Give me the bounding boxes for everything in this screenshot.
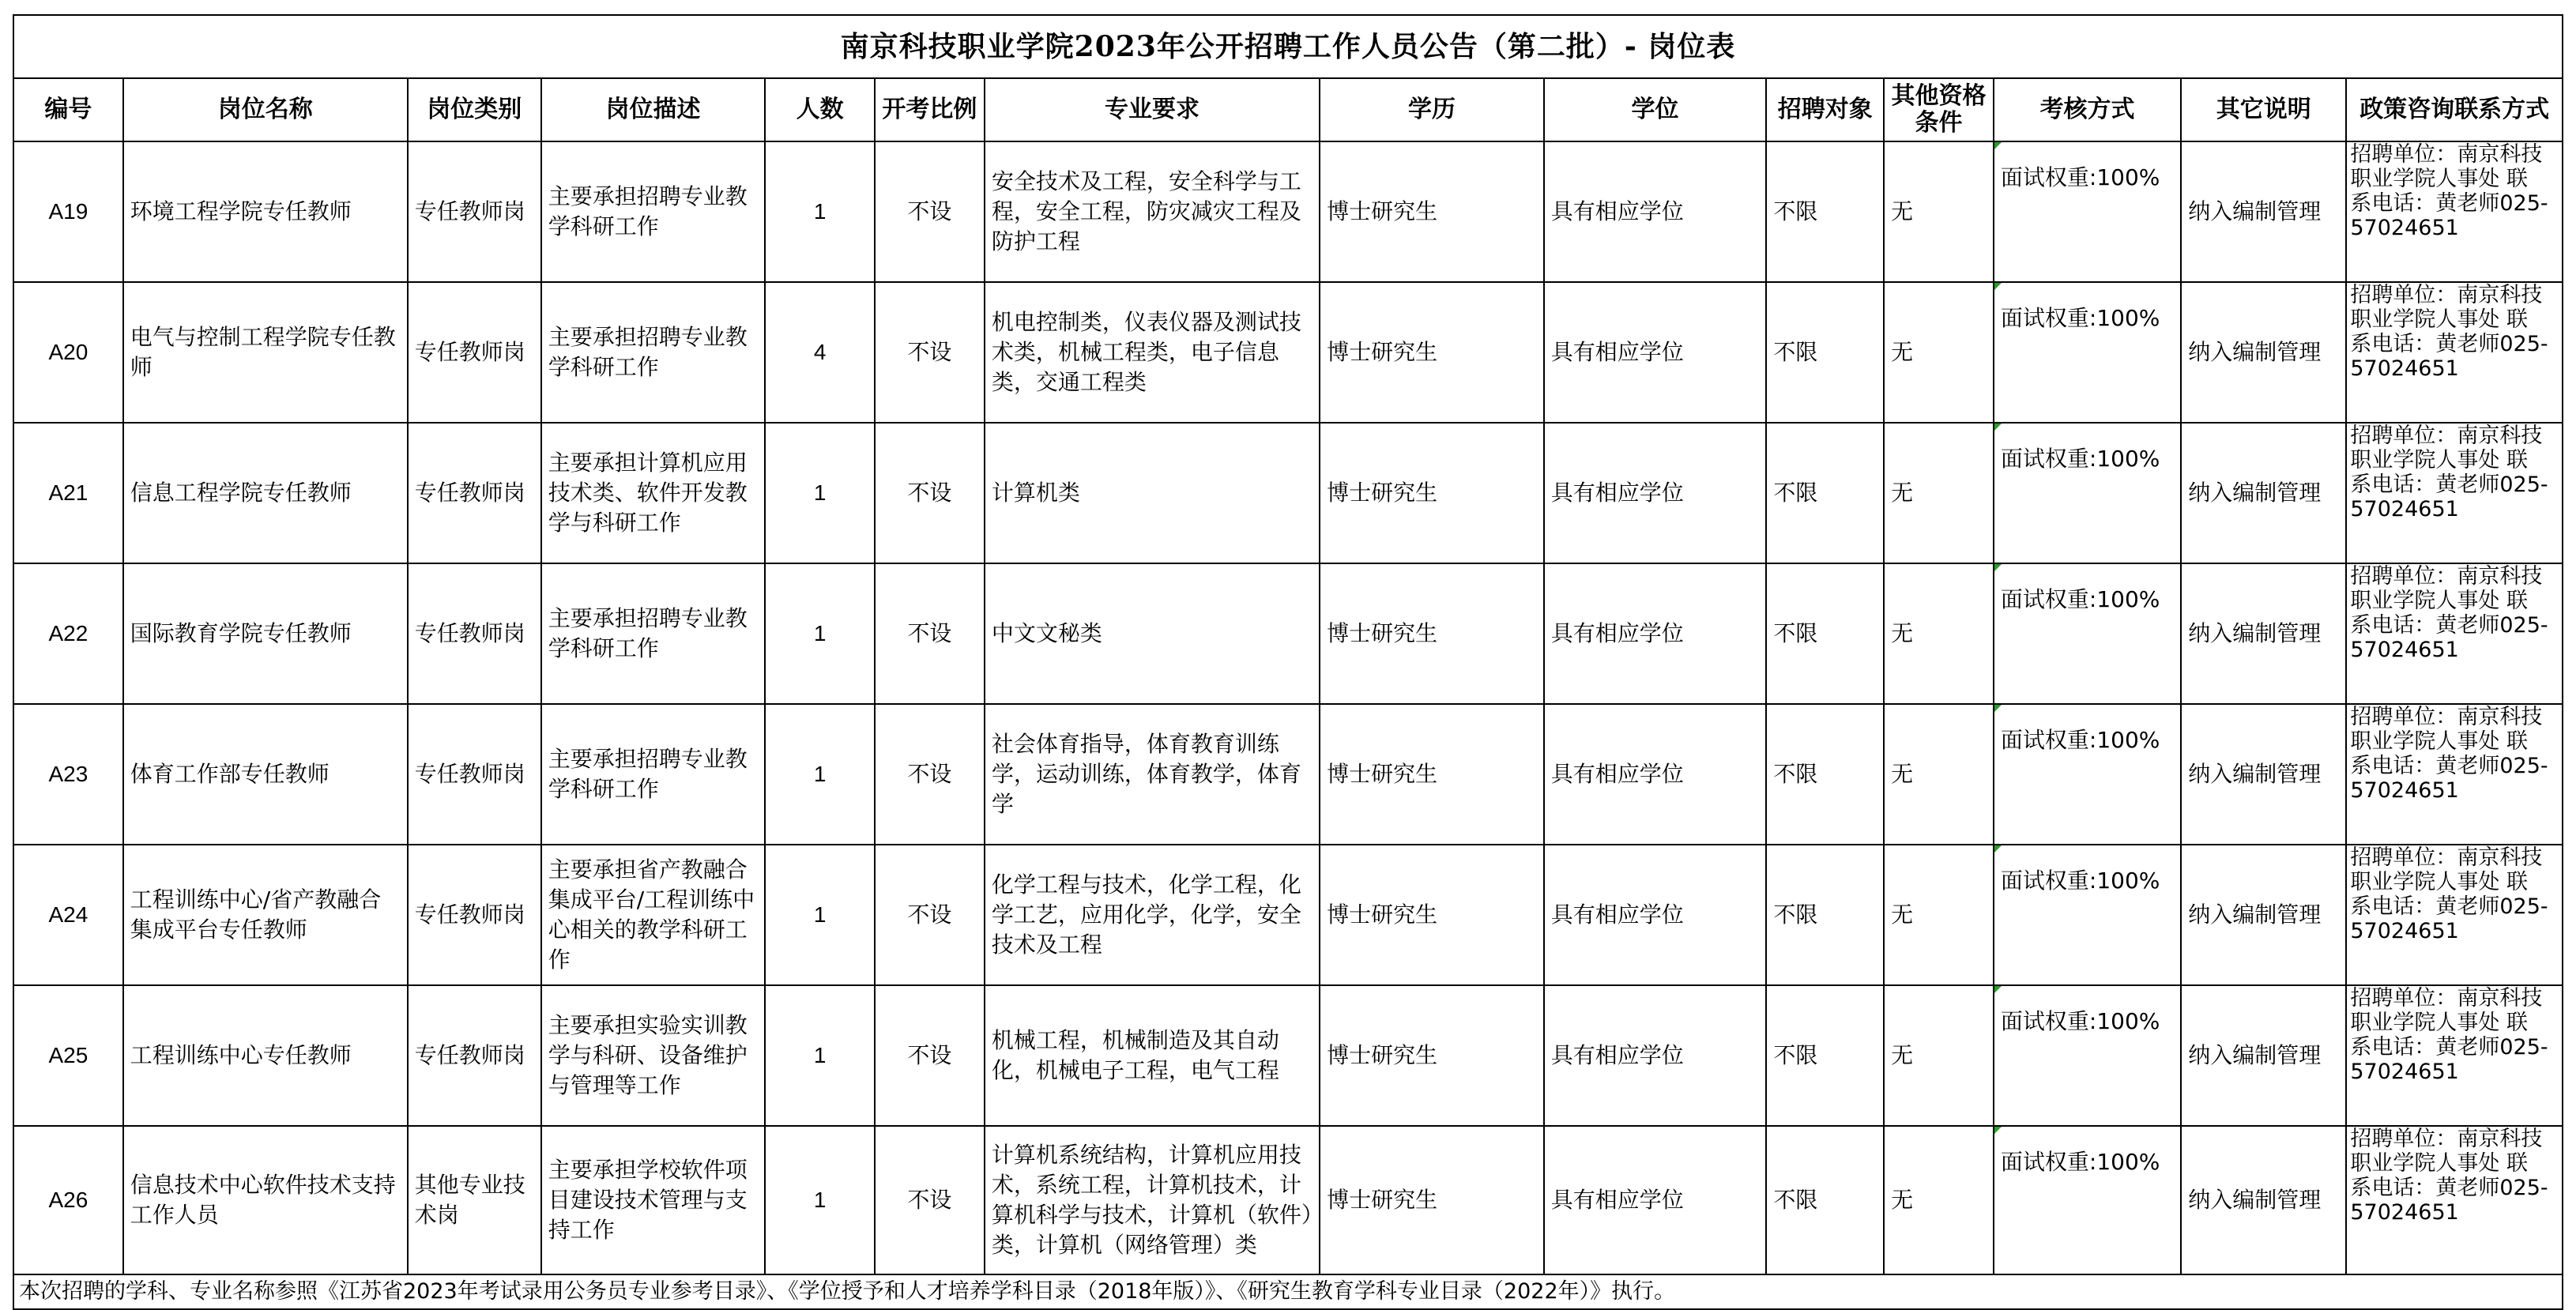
col-header-contact[interactable]: 政策咨询联系方式 <box>2346 78 2563 141</box>
contact-line: 招聘单位：南京科技 <box>2350 564 2543 589</box>
cell-position-name[interactable]: 环境工程学院专任教师 <box>123 141 408 282</box>
cell-degree[interactable]: 具有相应学位 <box>1544 563 1767 704</box>
table-row <box>13 985 2563 1126</box>
contact-line: 招聘单位：南京科技 <box>2350 986 2543 1011</box>
col-header-assessment[interactable]: 考核方式 <box>1994 78 2181 141</box>
col-header-position-name[interactable]: 岗位名称 <box>123 78 408 141</box>
cell-target[interactable]: 不限 <box>1766 985 1884 1126</box>
col-header-education[interactable]: 学历 <box>1320 78 1544 141</box>
cell-id[interactable]: A23 <box>13 704 123 845</box>
table-row <box>13 563 2563 704</box>
contact-line: 系电话：黄老师025- <box>2350 1035 2548 1060</box>
cell-education[interactable]: 博士研究生 <box>1320 704 1544 845</box>
cell-notes[interactable]: 纳入编制管理 <box>2181 423 2346 563</box>
cell-count[interactable]: 1 <box>765 985 875 1126</box>
cell-contact[interactable] <box>2346 1126 2563 1274</box>
cell-assessment[interactable]: 面试权重:100% <box>1994 141 2181 282</box>
cell-position-name[interactable]: 体育工作部专任教师 <box>123 704 408 845</box>
table-row <box>13 845 2563 985</box>
cell-other-conditions[interactable]: 无 <box>1884 1126 1994 1274</box>
cell-other-conditions[interactable]: 无 <box>1884 423 1994 563</box>
table-row <box>13 704 2563 845</box>
cell-count[interactable]: 1 <box>765 845 875 985</box>
cell-assessment[interactable]: 面试权重:100% <box>1994 1126 2181 1274</box>
cell-description[interactable]: 主要承担省产教融合集成平台/工程训练中心相关的教学科研工作 <box>541 845 766 985</box>
col-header-degree[interactable]: 学位 <box>1544 78 1767 141</box>
cell-education[interactable]: 博士研究生 <box>1320 563 1544 704</box>
cell-notes[interactable]: 纳入编制管理 <box>2181 985 2346 1126</box>
contact-line: 系电话：黄老师025- <box>2350 332 2548 356</box>
table-title[interactable]: 南京科技职业学院2023年公开招聘工作人员公告（第二批）- 岗位表 <box>13 15 2563 78</box>
cell-notes[interactable]: 纳入编制管理 <box>2181 1126 2346 1274</box>
cell-other-conditions[interactable]: 无 <box>1884 141 1994 282</box>
cell-count[interactable]: 1 <box>765 141 875 282</box>
table-row <box>13 1126 2563 1274</box>
cell-ratio[interactable]: 不设 <box>875 423 985 563</box>
cell-assessment[interactable]: 面试权重:100% <box>1994 282 2181 423</box>
contact-line: 职业学院人事处 联 <box>2350 1011 2528 1035</box>
contact-line: 职业学院人事处 联 <box>2350 1151 2528 1176</box>
cell-count[interactable]: 1 <box>765 563 875 704</box>
cell-notes[interactable]: 纳入编制管理 <box>2181 563 2346 704</box>
cell-ratio[interactable]: 不设 <box>875 1126 985 1274</box>
cell-assessment[interactable]: 面试权重:100% <box>1994 845 2181 985</box>
cell-ratio[interactable]: 不设 <box>875 563 985 704</box>
cell-description[interactable]: 主要承担招聘专业教学科研工作 <box>541 141 766 282</box>
cell-other-conditions[interactable]: 无 <box>1884 282 1994 423</box>
cell-major[interactable]: 安全技术及工程，安全科学与工程，安全工程，防灾减灾工程及防护工程 <box>985 141 1320 282</box>
contact-line: 系电话：黄老师025- <box>2350 613 2548 638</box>
cell-contact[interactable] <box>2346 563 2563 704</box>
cell-major[interactable]: 计算机类 <box>985 423 1320 563</box>
cell-degree[interactable]: 具有相应学位 <box>1544 282 1767 423</box>
contact-line: 系电话：黄老师025- <box>2350 472 2548 497</box>
cell-contact[interactable] <box>2346 423 2563 563</box>
cell-notes[interactable]: 纳入编制管理 <box>2181 141 2346 282</box>
contact-line: 57024651 <box>2350 638 2459 662</box>
cell-assessment[interactable]: 面试权重:100% <box>1994 563 2181 704</box>
col-header-description[interactable]: 岗位描述 <box>541 78 766 141</box>
contact-line: 职业学院人事处 联 <box>2350 870 2528 894</box>
cell-notes[interactable]: 纳入编制管理 <box>2181 704 2346 845</box>
cell-other-conditions[interactable]: 无 <box>1884 563 1994 704</box>
cell-position-name[interactable]: 信息技术中心软件技术支持工作人员 <box>123 1126 408 1274</box>
contact-line: 57024651 <box>2350 1060 2459 1084</box>
cell-other-conditions[interactable]: 无 <box>1884 704 1994 845</box>
cell-category[interactable]: 专任教师岗 <box>408 141 541 282</box>
cell-education[interactable]: 博士研究生 <box>1320 845 1544 985</box>
cell-position-name[interactable]: 工程训练中心专任教师 <box>123 985 408 1126</box>
cell-category[interactable]: 专任教师岗 <box>408 563 541 704</box>
cell-target[interactable]: 不限 <box>1766 423 1884 563</box>
contact-line: 职业学院人事处 联 <box>2350 729 2528 754</box>
spreadsheet-sheet <box>13 14 2563 1310</box>
cell-target[interactable]: 不限 <box>1766 845 1884 985</box>
cell-category[interactable]: 专任教师岗 <box>408 282 541 423</box>
cell-notes[interactable]: 纳入编制管理 <box>2181 282 2346 423</box>
cell-description[interactable]: 主要承担计算机应用技术类、软件开发教学与科研工作 <box>541 423 766 563</box>
contact-line: 职业学院人事处 联 <box>2350 307 2528 332</box>
job-table <box>13 14 2563 1310</box>
cell-ratio[interactable]: 不设 <box>875 985 985 1126</box>
cell-degree[interactable]: 具有相应学位 <box>1544 704 1767 845</box>
col-header-major[interactable]: 专业要求 <box>985 78 1320 141</box>
contact-line: 招聘单位：南京科技 <box>2350 845 2543 870</box>
cell-category[interactable]: 专任教师岗 <box>408 704 541 845</box>
cell-major[interactable]: 机械工程，机械制造及其自动化，机械电子工程，电气工程 <box>985 985 1320 1126</box>
contact-line: 招聘单位：南京科技 <box>2350 283 2543 307</box>
cell-description[interactable]: 主要承担招聘专业教学科研工作 <box>541 704 766 845</box>
cell-id[interactable]: A25 <box>13 985 123 1126</box>
cell-education[interactable]: 博士研究生 <box>1320 423 1544 563</box>
cell-degree[interactable]: 具有相应学位 <box>1544 1126 1767 1274</box>
contact-line: 57024651 <box>2350 919 2459 943</box>
cell-position-name[interactable]: 电气与控制工程学院专任教师 <box>123 282 408 423</box>
contact-line: 职业学院人事处 联 <box>2350 448 2528 472</box>
cell-contact[interactable] <box>2346 704 2563 845</box>
cell-count[interactable]: 4 <box>765 282 875 423</box>
cell-assessment[interactable]: 面试权重:100% <box>1994 423 2181 563</box>
table-row <box>13 141 2563 282</box>
col-header-id[interactable]: 编号 <box>13 78 123 141</box>
table-row <box>13 282 2563 423</box>
header-row <box>13 78 2563 141</box>
cell-id[interactable]: A20 <box>13 282 123 423</box>
cell-education[interactable]: 博士研究生 <box>1320 985 1544 1126</box>
cell-position-name[interactable]: 工程训练中心/省产教融合集成平台专任教师 <box>123 845 408 985</box>
contact-line: 招聘单位：南京科技 <box>2350 1127 2543 1151</box>
cell-description[interactable]: 主要承担招聘专业教学科研工作 <box>541 282 766 423</box>
cell-assessment[interactable]: 面试权重:100% <box>1994 704 2181 845</box>
cell-major[interactable]: 机电控制类，仪表仪器及测试技术类，机械工程类，电子信息类，交通工程类 <box>985 282 1320 423</box>
cell-position-name[interactable]: 信息工程学院专任教师 <box>123 423 408 563</box>
cell-position-name[interactable]: 国际教育学院专任教师 <box>123 563 408 704</box>
cell-category[interactable]: 专任教师岗 <box>408 423 541 563</box>
contact-line: 系电话：黄老师025- <box>2350 1176 2548 1200</box>
cell-description[interactable]: 主要承担招聘专业教学科研工作 <box>541 563 766 704</box>
cell-other-conditions[interactable]: 无 <box>1884 845 1994 985</box>
cell-id[interactable]: A24 <box>13 845 123 985</box>
cell-target[interactable]: 不限 <box>1766 141 1884 282</box>
cell-category[interactable]: 专任教师岗 <box>408 845 541 985</box>
cell-target[interactable]: 不限 <box>1766 1126 1884 1274</box>
cell-description[interactable]: 主要承担学校软件项目建设技术管理与支持工作 <box>541 1126 766 1274</box>
cell-education[interactable]: 博士研究生 <box>1320 1126 1544 1274</box>
cell-contact[interactable] <box>2346 845 2563 985</box>
cell-category[interactable]: 专任教师岗 <box>408 985 541 1126</box>
col-header-notes[interactable]: 其它说明 <box>2181 78 2346 141</box>
cell-contact[interactable] <box>2346 282 2563 423</box>
footnote[interactable]: 本次招聘的学科、专业名称参照《江苏省2023年考试录用公务员专业参考目录》、《学位授予和人才培养学科目录（2018年版）》、《研究生教育学科专业目录（2022年）》执行。 <box>13 1274 2563 1309</box>
cell-education[interactable]: 博士研究生 <box>1320 141 1544 282</box>
cell-target[interactable]: 不限 <box>1766 563 1884 704</box>
cell-contact[interactable] <box>2346 141 2563 282</box>
col-header-target[interactable]: 招聘对象 <box>1766 78 1884 141</box>
cell-id[interactable]: A26 <box>13 1126 123 1274</box>
col-header-other-conditions[interactable]: 其他资格条件 <box>1884 78 1994 141</box>
cell-target[interactable]: 不限 <box>1766 704 1884 845</box>
cell-other-conditions[interactable]: 无 <box>1884 985 1994 1126</box>
cell-id[interactable]: A22 <box>13 563 123 704</box>
cell-count[interactable]: 1 <box>765 1126 875 1274</box>
contact-line: 职业学院人事处 联 <box>2350 167 2528 191</box>
cell-ratio[interactable]: 不设 <box>875 845 985 985</box>
cell-degree[interactable]: 具有相应学位 <box>1544 141 1767 282</box>
cell-major[interactable]: 化学工程与技术，化学工程，化学工艺，应用化学，化学，安全技术及工程 <box>985 845 1320 985</box>
contact-line: 招聘单位：南京科技 <box>2350 142 2543 167</box>
cell-target[interactable]: 不限 <box>1766 282 1884 423</box>
contact-line: 招聘单位：南京科技 <box>2350 705 2543 729</box>
cell-contact[interactable] <box>2346 985 2563 1126</box>
contact-line: 职业学院人事处 联 <box>2350 589 2528 613</box>
cell-assessment[interactable]: 面试权重:100% <box>1994 985 2181 1126</box>
cell-major[interactable]: 社会体育指导，体育教育训练学，运动训练，体育教学，体育学 <box>985 704 1320 845</box>
contact-line: 57024651 <box>2350 1200 2459 1225</box>
col-header-count[interactable]: 人数 <box>765 78 875 141</box>
cell-degree[interactable]: 具有相应学位 <box>1544 985 1767 1126</box>
contact-line: 57024651 <box>2350 778 2459 803</box>
contact-line: 57024651 <box>2350 356 2459 381</box>
table-row <box>13 423 2563 563</box>
contact-line: 57024651 <box>2350 497 2459 521</box>
contact-line: 系电话：黄老师025- <box>2350 191 2548 216</box>
contact-line: 系电话：黄老师025- <box>2350 894 2548 919</box>
contact-line: 系电话：黄老师025- <box>2350 754 2548 778</box>
cell-major[interactable]: 中文文秘类 <box>985 563 1320 704</box>
cell-id[interactable]: A21 <box>13 423 123 563</box>
cell-description[interactable]: 主要承担实验实训教学与科研、设备维护与管理等工作 <box>541 985 766 1126</box>
cell-ratio[interactable]: 不设 <box>875 704 985 845</box>
cell-id[interactable]: A19 <box>13 141 123 282</box>
cell-count[interactable]: 1 <box>765 704 875 845</box>
cell-category[interactable]: 其他专业技术岗 <box>408 1126 541 1274</box>
cell-degree[interactable]: 具有相应学位 <box>1544 845 1767 985</box>
cell-degree[interactable]: 具有相应学位 <box>1544 423 1767 563</box>
cell-count[interactable]: 1 <box>765 423 875 563</box>
contact-line: 招聘单位：南京科技 <box>2350 423 2543 448</box>
cell-notes[interactable]: 纳入编制管理 <box>2181 845 2346 985</box>
cell-ratio[interactable]: 不设 <box>875 141 985 282</box>
col-header-category[interactable]: 岗位类别 <box>408 78 541 141</box>
cell-education[interactable]: 博士研究生 <box>1320 282 1544 423</box>
cell-ratio[interactable]: 不设 <box>875 282 985 423</box>
cell-major[interactable]: 计算机系统结构，计算机应用技术，系统工程，计算机技术，计算机科学与技术，计算机（软件）类，计算机（网络管理）类 <box>985 1126 1320 1274</box>
col-header-ratio[interactable]: 开考比例 <box>875 78 985 141</box>
contact-line: 57024651 <box>2350 216 2459 240</box>
